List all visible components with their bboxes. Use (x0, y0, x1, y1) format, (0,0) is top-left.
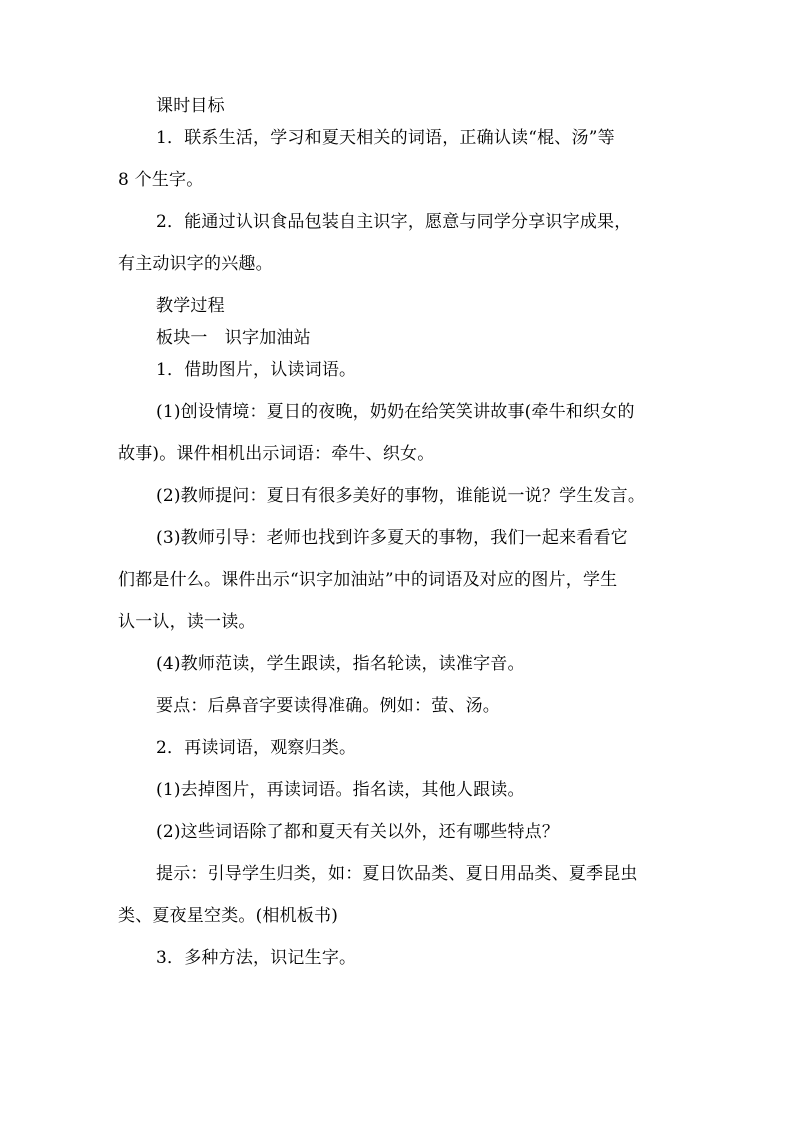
paragraph-line: 故事)。课件相机出示词语：牵牛、织女。 (118, 444, 435, 464)
step-1-item-3 (118, 528, 682, 632)
paragraph-line: (1)创设情境：夏日的夜晚，奶奶在给笑笑讲故事(牵牛和织女的 (156, 402, 635, 422)
document-page (118, 96, 682, 990)
goal-paragraph-1 (118, 128, 682, 190)
paragraph-line: 类、夏夜星空类。(相机板书) (118, 906, 339, 926)
paragraph-line: (1)去掉图片，再读词语。指名读，其他人跟读。 (156, 780, 525, 800)
paragraph-line: 1．借助图片，认读词语。 (156, 360, 357, 380)
step-2-item-2 (118, 822, 682, 842)
paragraph-line: 1．联系生活，学习和夏天相关的词语，正确认读“棍、汤”等 (156, 128, 615, 148)
goal-paragraph-2 (118, 212, 682, 274)
step-3-title (118, 948, 682, 968)
paragraph-line: 要点：后鼻音字要读得准确。例如：萤、汤。 (156, 696, 500, 716)
section-heading-process (118, 296, 682, 316)
paragraph-line: (2)这些词语除了都和夏天有关以外，还有哪些特点？ (156, 822, 560, 842)
heading-text: 课时目标 (156, 96, 225, 116)
section-heading-goals (118, 96, 682, 116)
step-2-item-1 (118, 780, 682, 800)
paragraph-line: 2．再读词语，观察归类。 (156, 738, 357, 758)
key-point (118, 696, 682, 716)
paragraph-line: 2．能通过认识食品包装自主识字，愿意与同学分享识字成果， (156, 212, 632, 232)
step-1-item-2 (118, 486, 682, 506)
step-1-item-4 (118, 654, 682, 674)
paragraph-line: 提示：引导学生归类，如：夏日饮品类、夏日用品类、夏季昆虫 (156, 864, 638, 884)
paragraph-line: 们都是什么。课件出示“识字加油站”中的词语及对应的图片，学生 (118, 570, 618, 590)
step-1-item-1 (118, 402, 682, 464)
hint-paragraph (118, 864, 682, 926)
step-2-title (118, 738, 682, 758)
paragraph-line: 3．多种方法，识记生字。 (156, 948, 357, 968)
paragraph-line: 板块一 识字加油站 (156, 328, 311, 348)
paragraph-line: 8 个生字。 (118, 170, 204, 190)
step-1-title (118, 360, 682, 380)
block-title (118, 328, 682, 348)
paragraph-line: (4)教师范读，学生跟读，指名轮读，读准字音。 (156, 654, 525, 674)
paragraph-line: 认一认，读一读。 (118, 612, 256, 632)
paragraph-line: (2)教师提问：夏日有很多美好的事物，谁能说一说？学生发言。 (156, 486, 646, 506)
paragraph-line: 有主动识字的兴趣。 (118, 254, 273, 274)
paragraph-line: (3)教师引导：老师也找到许多夏天的事物，我们一起来看看它 (156, 528, 628, 548)
heading-text: 教学过程 (156, 296, 225, 316)
